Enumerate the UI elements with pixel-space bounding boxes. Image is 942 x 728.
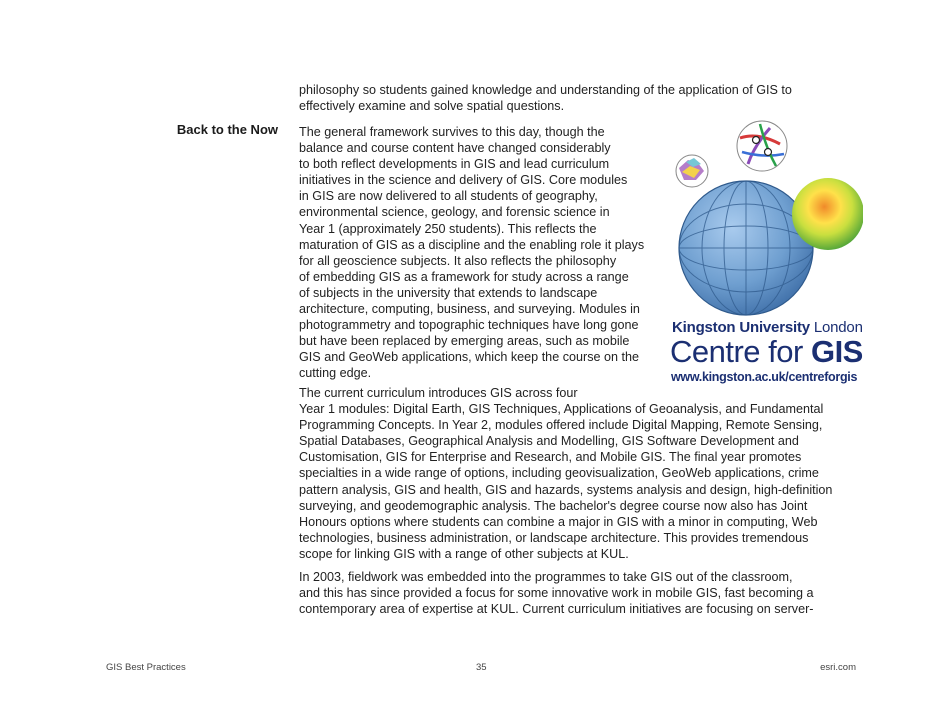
page-number: 35 <box>476 662 487 673</box>
university-label: Kingston University <box>672 319 810 336</box>
text-line: surveying, and geodemographic analysis. The bachelor's degree course now also has Joint <box>299 498 808 513</box>
text-line: of subjects in the university that extends to landscape <box>299 285 598 300</box>
body-paragraph-2 <box>299 385 859 562</box>
text-line: environmental science, geology, and forensic science in <box>299 205 610 220</box>
text-line: Year 1 modules: Digital Earth, GIS Techniques, Applications of Geoanalysis, and Fundamental <box>299 402 824 417</box>
text-line: maturation of GIS as a discipline and the enabling role it plays <box>299 237 645 252</box>
text-line: but have been replaced by emerging areas, such as mobile <box>299 334 630 349</box>
intro-paragraph <box>299 82 859 114</box>
city-label: London <box>813 319 863 336</box>
text-line: Programming Concepts. In Year 2, modules offered include Digital Mapping, Remote Sensing, <box>299 418 823 433</box>
centre-gis: GIS <box>810 334 863 369</box>
text-line: specialties in a wide range of options, including geovisualization, GeoWeb applications, crime <box>299 466 819 481</box>
transit-map-circle-icon <box>737 121 787 171</box>
text-line: balance and course content have changed considerably <box>299 141 611 156</box>
body-paragraph-3 <box>299 569 859 617</box>
footer-right: esri.com <box>820 662 856 673</box>
text-line: contemporary area of expertise at KUL. Current curriculum initiatives are focusing on server- <box>299 602 814 617</box>
kingston-logo <box>668 318 864 388</box>
text-line: Year 1 (approximately 250 students). This reflects the <box>299 221 597 236</box>
text-line: technologies, business administration, or landscape architecture. This provides tremendous <box>299 530 809 545</box>
text-line: cutting edge. <box>299 366 372 381</box>
text-line: pattern analysis, GIS and health, GIS and hazards, systems analysis and design, high-definition <box>299 482 833 497</box>
text-line: to both reflect developments in GIS and lead curriculum <box>299 157 610 172</box>
text-line: and this has since provided a focus for some innovative work in mobile GIS, fast becoming a <box>299 586 814 601</box>
text-line: The current curriculum introduces GIS across four <box>299 386 578 400</box>
text-line: GIS and GeoWeb applications, which keep the course on the <box>299 350 640 365</box>
text-line: Spatial Databases, Geographical Analysis and Modelling, GIS Software Development and <box>299 434 799 449</box>
text-line: architecture, computing, business, and surveying. Modules in <box>299 302 640 317</box>
gis-illustration <box>668 118 863 316</box>
data-sphere-icon <box>792 178 863 250</box>
centre-prefix: Centre for <box>670 334 811 369</box>
text-line: The general framework survives to this day, though the <box>299 125 605 139</box>
text-line: scope for linking GIS with a range of other subjects at KUL. <box>299 546 629 561</box>
text-line: in GIS are now delivered to all students of geography, <box>299 189 598 204</box>
text-line: philosophy so students gained knowledge and understanding of the application of GIS to <box>299 83 792 97</box>
logo-url: www.kingston.ac.uk/centreforgis <box>671 370 858 384</box>
section-heading: Back to the Now <box>176 122 278 137</box>
text-line: of embedding GIS as a framework for study across a range <box>299 269 629 284</box>
text-line: initiatives in the science and delivery of GIS. Core modules <box>299 173 628 188</box>
text-line: photogrammetry and topographic techniques have long gone <box>299 318 639 333</box>
centre-name <box>670 334 863 370</box>
map-circle-small-icon <box>676 155 708 187</box>
text-line: effectively examine and solve spatial questions. <box>299 99 565 114</box>
globe-icon <box>679 181 813 315</box>
text-line: Honours options where students can combine a major in GIS with a minor in computing, Web <box>299 514 818 529</box>
footer-left: GIS Best Practices <box>106 662 186 673</box>
text-line: Customisation, GIS for Enterprise and Research, and Mobile GIS. The final year promotes <box>299 450 802 465</box>
text-line: for all geoscience subjects. It also reflects the philosophy <box>299 253 617 268</box>
text-line: In 2003, fieldwork was embedded into the programmes to take GIS out of the classroom, <box>299 570 793 584</box>
